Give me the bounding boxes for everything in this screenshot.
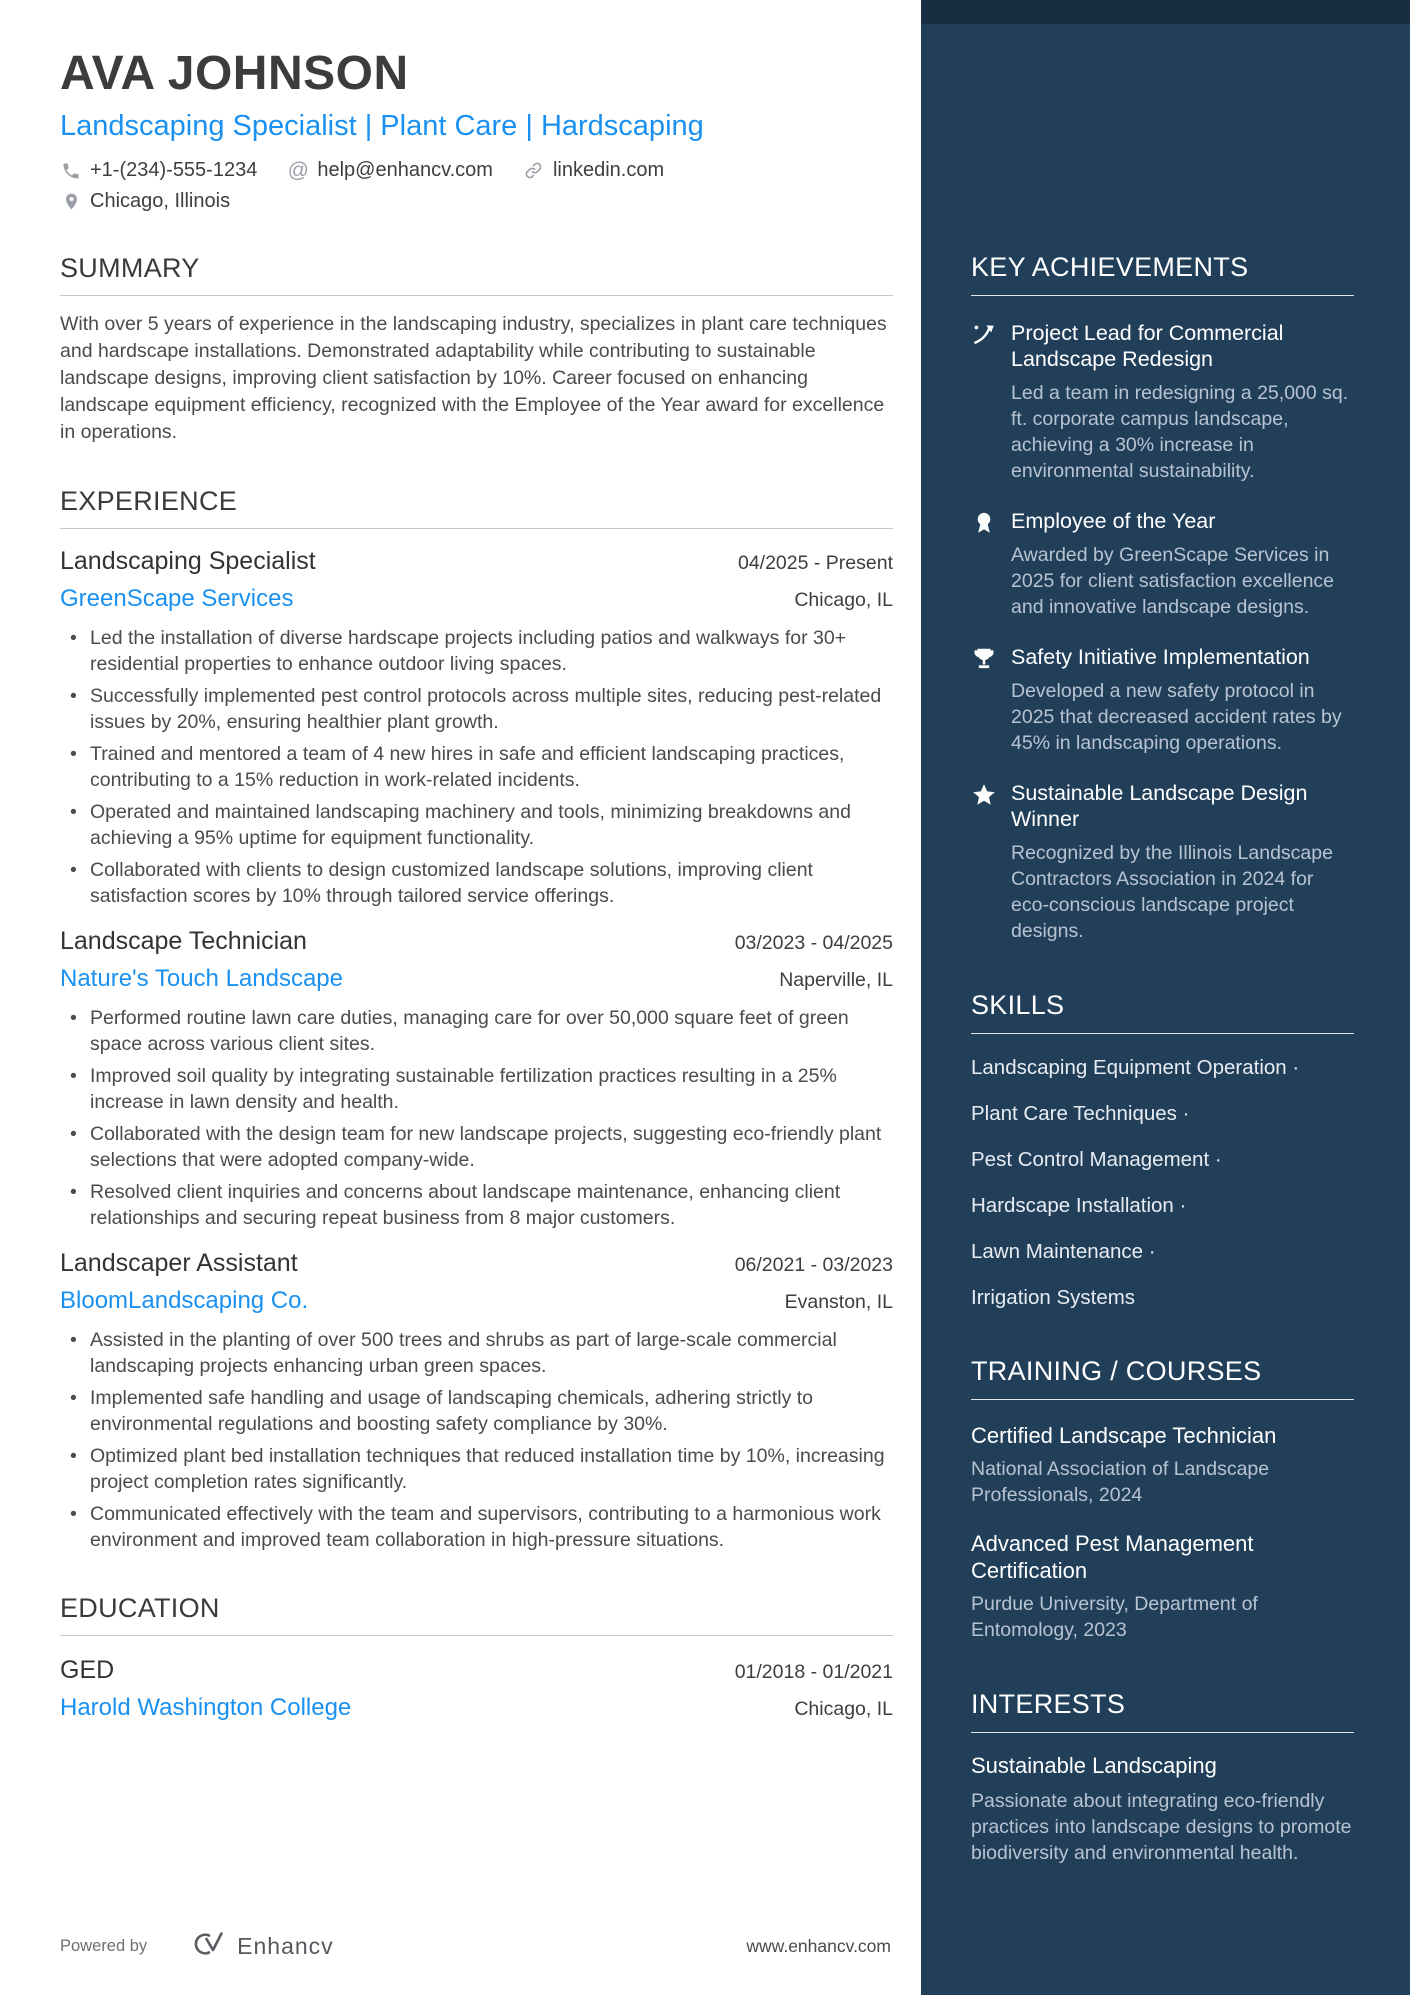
location-item <box>60 190 230 213</box>
skill-item: Hardscape Installation · <box>971 1194 1187 1217</box>
contact-row-2 <box>60 190 893 213</box>
course-item <box>971 1422 1354 1508</box>
contact-row-1 <box>60 159 893 182</box>
job-location: Naperville, IL <box>779 969 893 991</box>
job-title: Landscape Technician <box>60 927 307 955</box>
job-bullet: • Led the installation of diverse hardscape projects including patios and walkways for 30+ residential properties to enhance outdoor living spaces. <box>70 625 893 677</box>
job-bullet: • Trained and mentored a team of 4 new hires in safe and efficient landscaping practices, contributing to a 15% reduction in work-related incidents. <box>70 741 893 793</box>
achievement-title: Sustainable Landscape Design Winner <box>1011 781 1308 831</box>
education-degree: GED <box>60 1656 115 1684</box>
education-school-link[interactable]: Harold Washington College <box>60 1694 352 1721</box>
education-heading: EDUCATION <box>60 1593 893 1636</box>
summary-text: With over 5 years of experience in the landscaping industry, specializes in plant care techniques and hardscape installations. Demonstrated adaptability while contributing to sustainable landscape designs, improving client satisfaction by 10%. Career focused on enhancing landscape equipment efficiency, recognized with the Employee of the Year award for excellence in operations. <box>60 313 887 443</box>
job-bullet: • Performed routine lawn care duties, managing care for over 50,000 square feet of green space across various client sites. <box>70 1005 893 1057</box>
location-pin-icon <box>60 191 82 213</box>
course-title: Advanced Pest Management Certification <box>971 1531 1254 1583</box>
achievement-text: Recognized by the Illinois Landscape Contractors Association in 2024 for eco-conscious landscape project designs. <box>1011 842 1333 942</box>
achievement-text: Developed a new safety protocol in 2025 that decreased accident rates by 45% in landscaping operations. <box>1011 680 1342 754</box>
job-bullet-list <box>70 1327 893 1553</box>
website-item[interactable] <box>523 159 664 182</box>
achievement-item <box>971 780 1354 944</box>
job-company-link[interactable]: GreenScape Services <box>60 585 294 612</box>
trophy-icon <box>971 644 997 756</box>
summary-heading: SUMMARY <box>60 253 893 296</box>
experience-entry <box>60 1249 893 1553</box>
job-bullet: • Successfully implemented pest control protocols across multiple sites, reducing pest-related issues by 20%, ensuring healthier plant growth. <box>70 683 893 735</box>
contact-info <box>60 159 893 213</box>
phone-item <box>60 159 257 182</box>
candidate-headline: Landscaping Specialist | Plant Care | Hardscaping <box>60 110 704 142</box>
achievement-title: Employee of the Year <box>1011 509 1216 533</box>
achievement-item <box>971 320 1354 484</box>
powered-by-label: Powered by <box>60 1937 148 1955</box>
job-dates: 06/2021 - 03/2023 <box>734 1254 893 1276</box>
enhancv-brand-name: Enhancv <box>237 1933 334 1959</box>
job-title: Landscaping Specialist <box>60 547 316 575</box>
skill-item: Landscaping Equipment Operation · <box>971 1056 1300 1079</box>
achievement-text: Awarded by GreenScape Services in 2025 for client satisfaction excellence and innovative landscape designs. <box>1011 544 1335 618</box>
course-title: Certified Landscape Technician <box>971 1423 1277 1448</box>
experience-entry <box>60 547 893 909</box>
training-heading: TRAINING / COURSES <box>971 1356 1354 1400</box>
achievement-title: Project Lead for Commercial Landscape Redesign <box>1011 321 1284 371</box>
education-dates: 01/2018 - 01/2021 <box>734 1661 893 1683</box>
job-bullet: • Implemented safe handling and usage of landscaping chemicals, adhering strictly to environmental regulations and boosting safety compliance by 30%. <box>70 1385 893 1437</box>
experience-entry <box>60 927 893 1231</box>
job-company-link[interactable]: BloomLandscaping Co. <box>60 1287 309 1314</box>
at-icon: @ <box>287 158 309 182</box>
job-location: Chicago, IL <box>794 589 893 611</box>
job-dates: 03/2023 - 04/2025 <box>734 932 893 954</box>
medal-icon <box>971 508 997 620</box>
link-icon <box>523 160 545 182</box>
course-item <box>971 1530 1354 1643</box>
achievement-text: Led a team in redesigning a 25,000 sq. ft. corporate campus landscape, achieving a 30% increase in environmental sustainability. <box>1011 382 1349 482</box>
achievement-item <box>971 508 1354 620</box>
skill-item: Pest Control Management · <box>971 1148 1222 1171</box>
enhancv-logo-icon <box>185 1930 227 1963</box>
enhancv-brand[interactable] <box>185 1930 334 1963</box>
job-bullet: • Collaborated with the design team for new landscape projects, suggesting eco-friendly plant selections that were adopted company-wide. <box>70 1121 893 1173</box>
sidebar-top-strip <box>921 0 1410 24</box>
job-title: Landscaper Assistant <box>60 1249 298 1277</box>
email-address[interactable]: help@enhancv.com <box>317 159 493 181</box>
interest-title: Sustainable Landscaping <box>971 1753 1217 1778</box>
job-dates: 04/2025 - Present <box>737 552 893 574</box>
job-location: Evanston, IL <box>784 1291 893 1313</box>
skill-item: Irrigation Systems <box>971 1286 1136 1309</box>
job-bullet-list <box>70 1005 893 1231</box>
job-company-link[interactable]: Nature's Touch Landscape <box>60 965 343 992</box>
job-bullet: • Optimized plant bed installation techniques that reduced installation time by 10%, increasing project completion rates significantly. <box>70 1443 893 1495</box>
location-text: Chicago, Illinois <box>90 190 231 212</box>
job-bullet-list <box>70 625 893 909</box>
candidate-name: AVA JOHNSON <box>60 47 409 100</box>
skill-item: Plant Care Techniques · <box>971 1102 1190 1125</box>
course-subtitle: National Association of Landscape Professionals, 2024 <box>971 1458 1270 1506</box>
achievement-title: Safety Initiative Implementation <box>1011 645 1310 669</box>
sidebar <box>921 0 1410 1995</box>
growth-arrow-icon <box>971 320 997 484</box>
job-bullet: • Communicated effectively with the team and supervisors, contributing to a harmonious work environment and improved team collaboration in high-pressure situations. <box>70 1501 893 1553</box>
education-location: Chicago, IL <box>794 1698 893 1720</box>
skill-item: Lawn Maintenance · <box>971 1240 1156 1263</box>
page-footer <box>60 1930 891 1963</box>
interests-heading: INTERESTS <box>971 1689 1354 1733</box>
footer-url[interactable]: www.enhancv.com <box>746 1936 891 1956</box>
interest-item <box>971 1753 1354 1866</box>
job-bullet: • Operated and maintained landscaping machinery and tools, minimizing breakdowns and achieving a 95% uptime for equipment functionality. <box>70 799 893 851</box>
job-bullet: • Improved soil quality by integrating sustainable fertilization practices resulting in a 25% increase in lawn density and health. <box>70 1063 893 1115</box>
job-bullet: • Assisted in the planting of over 500 trees and shrubs as part of large-scale commercial landscaping projects enhancing urban green spaces. <box>70 1327 893 1379</box>
phone-number: +1-(234)-555-1234 <box>90 159 258 181</box>
email-item[interactable] <box>287 159 493 182</box>
skills-heading: SKILLS <box>971 990 1354 1034</box>
course-subtitle: Purdue University, Department of Entomology, 2023 <box>971 1593 1258 1641</box>
website-url[interactable]: linkedin.com <box>552 159 665 181</box>
job-bullet: • Collaborated with clients to design customized landscape solutions, improving client satisfaction scores by 10% through tailored service offerings. <box>70 857 893 909</box>
job-bullet: • Resolved client inquiries and concerns about landscape maintenance, enhancing client relationships and securing repeat business from 8 major customers. <box>70 1179 893 1231</box>
achievements-heading: KEY ACHIEVEMENTS <box>971 252 1354 296</box>
experience-heading: EXPERIENCE <box>60 486 893 529</box>
interest-text: Passionate about integrating eco-friendly practices into landscape designs to promote biodiversity and environmental health. <box>971 1790 1352 1864</box>
star-icon <box>971 780 997 944</box>
phone-icon <box>60 160 82 182</box>
achievement-item <box>971 644 1354 756</box>
